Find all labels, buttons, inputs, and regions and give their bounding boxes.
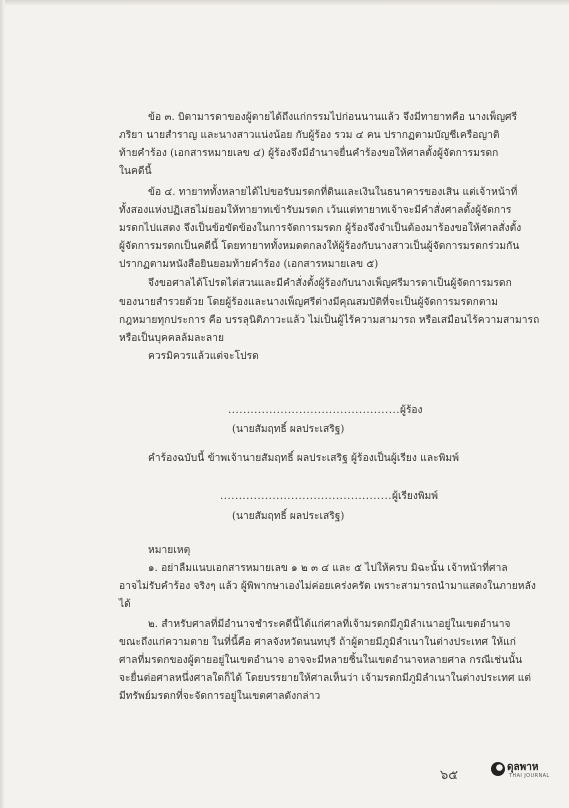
paragraph-4-line-4: ผู้จัดการมรดกเป็นคดีนี้ โดยทายาททั้งหมดตกลงให้ผู้ร้องกับนางสาวเป็นผู้จัดการมรดกร่วมกัน xyxy=(119,241,520,252)
journal-logo xyxy=(491,760,551,784)
signature-role: ผู้เรียงพิมพ์ xyxy=(391,491,438,502)
paragraph-4-line-5: ปรากฏตามหนังสือยินยอมท้ายคำร้อง (เอกสารหมายเลข ๕) xyxy=(119,259,379,270)
signature-dots: .............................................. xyxy=(220,491,392,502)
paragraph-5-line-1: จึงขอศาลได้โปรดไต่สวนและมีคำสั่งตั้งผู้ร้องกับนางเพ็ญศรีมารดาเป็นผู้จัดการมรดก xyxy=(148,278,512,289)
note-2-line-2: ขณะถึงแก่ความตาย ในที่นี้คือ ศาลจังหวัดนนทบุรี ถ้าผู้ตายมีภูมิลำเนาในต่างประเทศ ให้แก่ xyxy=(119,637,516,648)
note-2-line-4: จะยื่นต่อศาลหนึ่งศาลใดก็ได้ โดยบรรยายให้ศาลเห็นว่า เจ้ามรดกมีภูมิลำเนาในต่างประเทศ แต่ xyxy=(119,673,532,684)
paragraph-4-line-1: ข้อ ๔. ทายาททั้งหลายได้ไปขอรับมรดกที่ดินและเงินในธนาคารของเสิน แต่เจ้าหน้าที่ xyxy=(148,187,518,198)
paragraph-5-line-2: ของนายสำรวยด้วย โดยผู้ร้องและนางเพ็ญศรีต่างมีคุณสมบัติที่จะเป็นผู้จัดการมรดกตาม xyxy=(119,297,499,308)
signature-name-drafter: (นายสัมฤทธิ์ ผลประเสริฐ) xyxy=(232,511,345,522)
note-1-line-3: ได้ xyxy=(119,599,131,610)
scan-edge xyxy=(0,0,569,6)
note-1-line-2: อาจไม่รับคำร้อง จริงๆ แล้ว ผู้พิพากษาเองไม่ค่อยเคร่งครัด เพราะสามารถนำมาแสดงในภายหลัง xyxy=(119,581,536,592)
journal-logo-subtitle: THAI JOURNAL xyxy=(509,773,550,779)
paragraph-4-line-2: ทั้งสองแห่งปฏิเสธไม่ยอมให้ทายาทเข้ารับมรดก เว้นแต่ทายาทเจ้าจะมีคำสั่งศาลตั้งผู้จัดการ xyxy=(119,205,512,216)
signature-dots: .............................................. xyxy=(228,405,400,416)
paragraph-5-line-3: กฎหมายทุกประการ คือ บรรลุนิติภาวะแล้ว ไม่เป็นผู้ไร้ความสามารถ หรือเสมือนไร้ความสามารถ xyxy=(119,315,540,326)
scan-edge xyxy=(0,0,5,808)
note-2-line-3: ศาลที่มรดกของผู้ตายอยู่ในเขตอำนาจ อาจจะมีหลายชิ้นในเขตอำนาจหลายศาล กรณีเช่นนั้น xyxy=(119,655,523,666)
note-2-line-1: ๒. สำหรับศาลที่มีอำนาจชำระคดีนี้ได้แก่ศาลที่เจ้ามรดกมีภูมิลำเนาอยู่ในเขตอำนาจ xyxy=(148,619,511,630)
signature-role: ผู้ร้อง xyxy=(399,405,423,416)
signature-line-applicant xyxy=(228,404,423,417)
signature-line-drafter xyxy=(220,490,438,503)
note-1-line-1: ๑. อย่าลืมแนบเอกสารหมายเลข ๑ ๒ ๓ ๔ และ ๕ ไปให้ครบ มิฉะนั้น เจ้าหน้าที่ศาล xyxy=(148,563,508,574)
paragraph-3-line-3: ท้ายคำร้อง (เอกสารหมายเลข ๔) ผู้ร้องจึงมีอำนาจยื่นคำร้องขอให้ศาลตั้งผู้จัดการมรดก xyxy=(119,148,499,159)
drafter-statement: คำร้องฉบับนี้ ข้าพเจ้านายสัมฤทธิ์ ผลประเสริฐ ผู้ร้องเป็นผู้เรียง และพิมพ์ xyxy=(148,453,459,464)
paragraph-4-line-3: มรดกไปแสดง จึงเป็นข้อขัดข้องในการจัดการมรดก ผู้ร้องจึงจำเป็นต้องมาร้องขอให้ศาลสั่งตั้ง xyxy=(119,223,522,234)
journal-logo-name: ดุลพาห xyxy=(507,762,539,773)
closing-phrase: ควรมิควรแล้วแต่จะโปรด xyxy=(148,351,259,362)
paragraph-3-line-1: ข้อ ๓. บิดามารดาของผู้ตายได้ถึงแก่กรรมไปก่อนนานแล้ว จึงมีทายาทคือ นางเพ็ญศรี xyxy=(148,112,518,123)
paragraph-5-line-4: หรือเป็นบุคคลล้มละลาย xyxy=(119,333,225,344)
journal-logo-icon xyxy=(491,762,505,776)
paragraph-3-line-2: ภริยา นายสำราญ และนางสาวแน่งน้อย กับผู้ร้อง รวม ๔ คน ปรากฏตามบัญชีเครือญาติ xyxy=(119,130,500,141)
signature-name-applicant: (นายสัมฤทธิ์ ผลประเสริฐ) xyxy=(232,424,345,435)
paragraph-3-line-4: ในคดีนี้ xyxy=(119,166,152,177)
note-2-line-5: มีทรัพย์มรดกที่จะจัดการอยู่ในเขตศาลดังกล่าว xyxy=(119,691,321,702)
page-number: ๖๕ xyxy=(440,768,459,783)
notes-heading: หมายเหตุ xyxy=(148,545,191,556)
